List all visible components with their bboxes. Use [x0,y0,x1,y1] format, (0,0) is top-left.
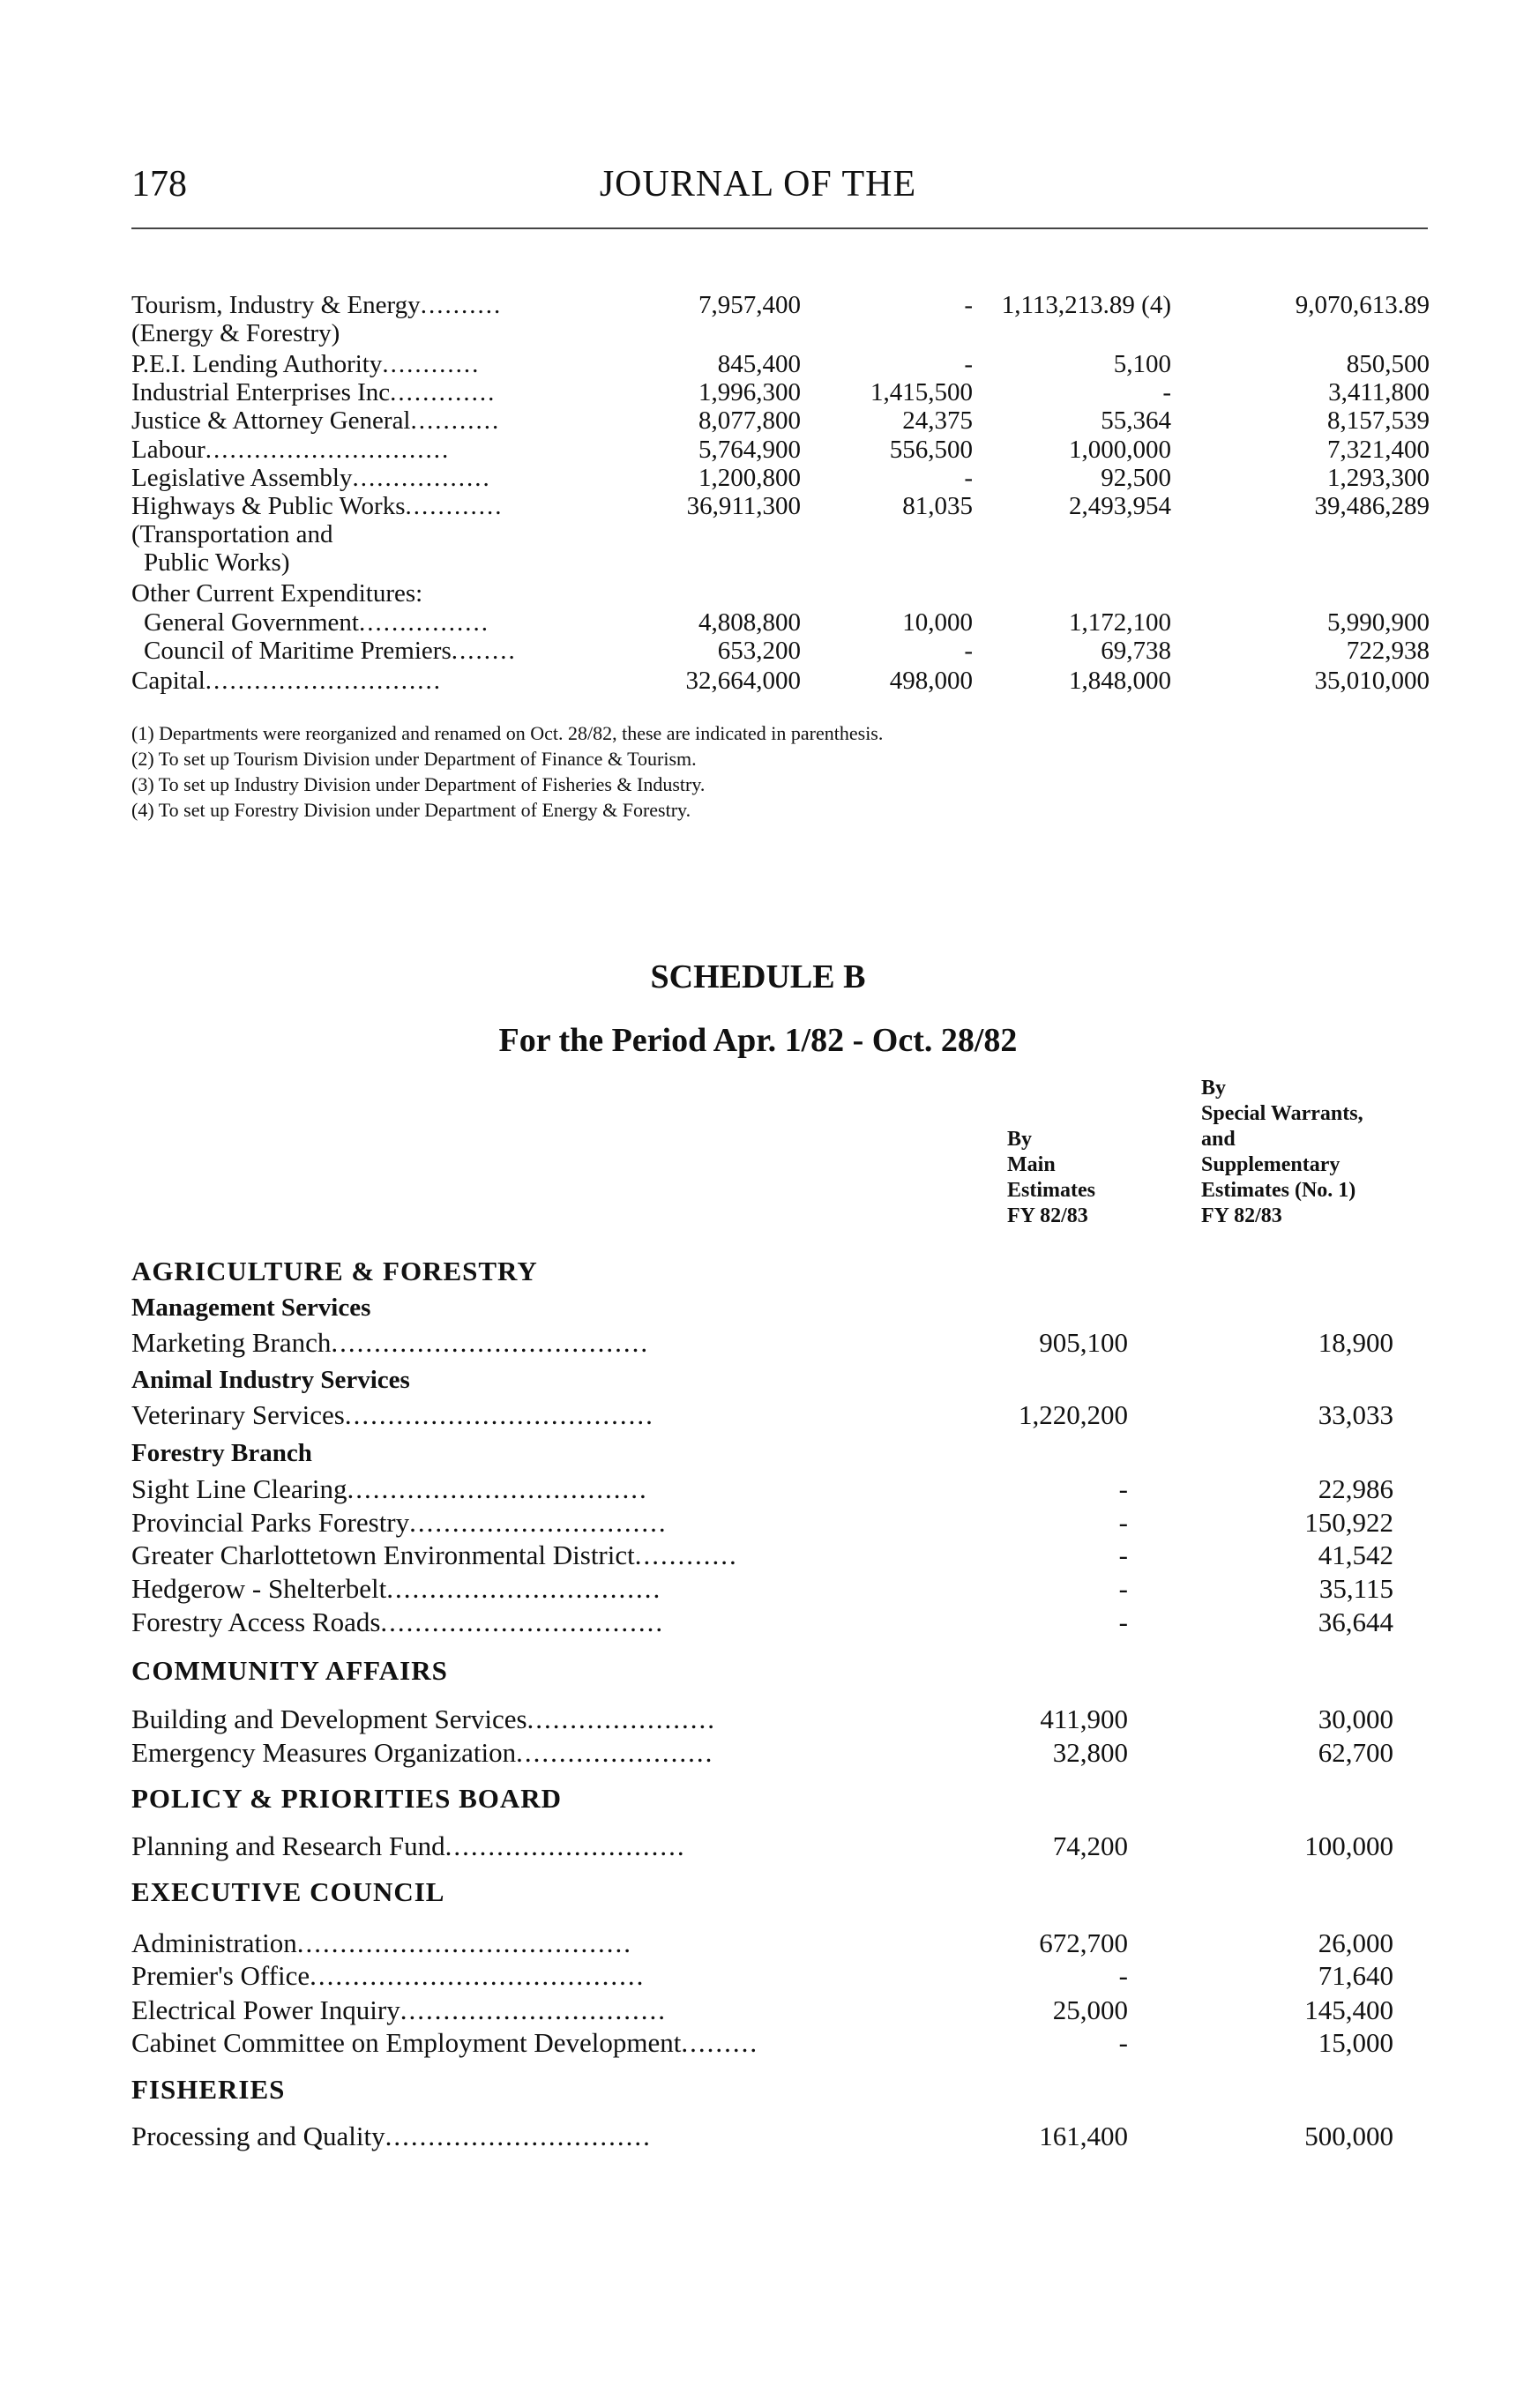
schedule-row [0,1960,1516,1992]
cell-value: 32,664,000 [685,667,801,695]
table-row [0,608,1516,637]
cell-value: 81,035 [902,492,973,520]
schedule-row [0,1473,1516,1505]
schedule-row [0,1327,1516,1359]
special-warrant-value: 30,000 [1318,1703,1393,1734]
row-label: (Transportation and [131,520,333,548]
table-row [0,350,1516,379]
special-warrant-value: 33,033 [1318,1399,1393,1430]
table-row [0,436,1516,465]
cell-value: 8,157,539 [1327,406,1430,435]
cell-value: 39,486,289 [1314,492,1430,520]
row-label: General Government................ [144,608,489,637]
table-row [0,548,1516,578]
cell-value: 850,500 [1346,350,1430,378]
cell-value: 36,911,300 [686,492,801,520]
section-heading: COMMUNITY AFFAIRS [131,1655,448,1686]
column-heading-special-warrants: By Special Warrants, and Supplementary Estimates (No. 1) FY 82/83 [1201,1077,1363,1227]
schedule-period: For the Period Apr. 1/82 - Oct. 28/82 [498,1022,1018,1059]
row-label: Highways & Public Works............ [131,492,504,520]
cell-value: 1,415,500 [870,378,973,406]
main-estimate-value: - [1118,1539,1128,1570]
cell-value: 1,113,213.89 (4) [1001,291,1171,319]
main-estimate-value: 25,000 [1052,1994,1128,2025]
special-warrant-value: 62,700 [1318,1737,1393,1768]
cell-value: 92,500 [1101,464,1171,492]
schedule-row [0,1737,1516,1769]
main-estimate-value: 672,700 [1039,1927,1128,1958]
cell-value: 5,990,900 [1327,608,1430,637]
schedule-row [0,2027,1516,2059]
main-estimate-value: 411,900 [1040,1703,1128,1734]
cell-value: 5,764,900 [698,436,801,464]
cell-value: 7,957,400 [698,291,801,319]
table-row [0,579,1516,608]
main-estimate-value: - [1118,1607,1128,1637]
footnote: (3) To set up Industry Division under Department of Fisheries & Industry. [131,773,706,795]
schedule-row [0,1927,1516,1959]
cell-value: 4,808,800 [698,608,801,637]
schedule-row [0,1994,1516,2026]
footnotes [131,720,883,823]
cell-value: - [1162,378,1171,406]
cell-value: 8,077,800 [698,406,801,435]
cell-value: 2,493,954 [1069,492,1171,520]
special-warrant-value: 18,900 [1318,1327,1393,1358]
special-warrant-value: 500,000 [1304,2121,1393,2151]
table-row [0,492,1516,521]
row-label: Premier's Office....................................... [131,1960,646,1991]
section-heading: POLICY & PRIORITIES BOARD [131,1783,563,1814]
cell-value: 1,200,800 [698,464,801,492]
table-row [0,464,1516,493]
special-warrant-value: 22,986 [1318,1473,1393,1504]
header-rule [131,227,1428,229]
section-heading: FISHERIES [131,2074,286,2105]
row-label: Provincial Parks Forestry.............................. [131,1507,668,1538]
table-row [0,406,1516,436]
cell-value: 10,000 [902,608,973,637]
schedule-row [0,1830,1516,1862]
cell-value: 55,364 [1101,406,1171,435]
row-label: Administration....................................... [131,1927,632,1958]
row-label: Legislative Assembly................. [131,464,491,492]
table-row [0,378,1516,407]
running-title: JOURNAL OF THE [599,164,917,205]
main-estimate-value: 74,200 [1052,1830,1128,1861]
cell-value: - [964,291,973,319]
page-number: 178 [131,164,187,205]
cell-value: 9,070,613.89 [1295,291,1430,319]
special-warrant-value: 71,640 [1318,1960,1393,1991]
row-label: Public Works) [144,548,290,577]
main-estimate-value: - [1118,1507,1128,1538]
row-label: P.E.I. Lending Authority............ [131,350,481,378]
cell-value: - [964,464,973,492]
table-row [0,291,1516,320]
row-label: Greater Charlottetown Environmental District............ [131,1539,738,1570]
special-warrant-value: 35,115 [1318,1573,1393,1604]
cell-value: 498,000 [889,667,973,695]
row-label: Emergency Measures Organization....................... [131,1737,714,1768]
footnote: (1) Departments were reorganized and renamed on Oct. 28/82, these are indicated in parenthesis. [131,722,884,744]
row-label: Industrial Enterprises Inc............. [131,378,497,406]
row-label: Tourism, Industry & Energy.......... [131,291,503,319]
table-row [0,319,1516,348]
row-label: Hedgerow - Shelterbelt................................ [131,1573,662,1604]
main-estimate-value: - [1118,2027,1128,2058]
cell-value: 1,848,000 [1069,667,1171,695]
schedule-row [0,1507,1516,1539]
main-estimate-value: 1,220,200 [1019,1399,1128,1430]
cell-value: 3,411,800 [1328,378,1430,406]
section-heading: AGRICULTURE & FORESTRY [131,1256,538,1286]
subsection-heading: Animal Industry Services [131,1366,410,1394]
main-estimate-value: 161,400 [1039,2121,1128,2151]
cell-value: 24,375 [902,406,973,435]
row-label: Marketing Branch..................................... [131,1327,650,1358]
row-label: Sight Line Clearing................................... [131,1473,648,1504]
subsection-heading: Management Services [131,1293,371,1322]
table-row [0,520,1516,549]
footnote: (2) To set up Tourism Division under Department of Finance & Tourism. [131,748,697,770]
cell-value: 1,293,300 [1327,464,1430,492]
row-label: Processing and Quality............................... [131,2121,652,2151]
schedule-row [0,1607,1516,1638]
schedule-row [0,1399,1516,1431]
row-label: (Energy & Forestry) [131,319,340,347]
cell-value: 1,172,100 [1069,608,1171,637]
main-estimate-value: 905,100 [1039,1327,1128,1358]
row-label: Building and Development Services...................... [131,1703,717,1734]
table-row [0,667,1516,696]
special-warrant-value: 145,400 [1304,1994,1393,2025]
cell-value: 1,000,000 [1069,436,1171,464]
row-label: Justice & Attorney General........... [131,406,501,435]
row-label: Capital............................. [131,667,443,695]
special-warrant-value: 36,644 [1318,1607,1393,1637]
schedule-row [0,1539,1516,1571]
row-label: Cabinet Committee on Employment Development......... [131,2027,759,2058]
row-label: Planning and Research Fund............................ [131,1830,686,1861]
row-label: Labour.............................. [131,436,451,464]
special-warrant-value: 150,922 [1304,1507,1393,1538]
main-estimate-value: - [1118,1960,1128,1991]
special-warrant-value: 100,000 [1304,1830,1393,1861]
cell-value: 556,500 [889,436,973,464]
special-warrant-value: 26,000 [1318,1927,1393,1958]
cell-value: 5,100 [1113,350,1171,378]
schedule-row [0,2121,1516,2152]
cell-value: 722,938 [1346,637,1430,665]
row-label: Electrical Power Inquiry............................... [131,1994,667,2025]
special-warrant-value: 15,000 [1318,2027,1393,2058]
table-row [0,637,1516,666]
column-heading-main-estimates: By Main Estimates FY 82/83 [1007,1128,1095,1227]
row-label: Other Current Expenditures: [131,579,423,608]
schedule-title: SCHEDULE B [650,958,866,995]
special-warrant-value: 41,542 [1318,1539,1393,1570]
subsection-heading: Forestry Branch [131,1439,312,1467]
main-estimate-value: - [1118,1573,1128,1604]
main-estimate-value: 32,800 [1052,1737,1128,1768]
section-heading: EXECUTIVE COUNCIL [131,1876,445,1907]
schedule-row [0,1573,1516,1605]
main-estimate-value: - [1118,1473,1128,1504]
schedule-row [0,1703,1516,1735]
cell-value: 69,738 [1101,637,1171,665]
cell-value: 35,010,000 [1314,667,1430,695]
row-label: Forestry Access Roads................................. [131,1607,665,1637]
cell-value: 1,996,300 [698,378,801,406]
cell-value: - [964,350,973,378]
cell-value: 7,321,400 [1327,436,1430,464]
row-label: Veterinary Services.................................... [131,1399,654,1430]
cell-value: 653,200 [717,637,801,665]
cell-value: - [964,637,973,665]
row-label: Council of Maritime Premiers........ [144,637,517,665]
cell-value: 845,400 [717,350,801,378]
footnote: (4) To set up Forestry Division under Department of Energy & Forestry. [131,799,691,821]
